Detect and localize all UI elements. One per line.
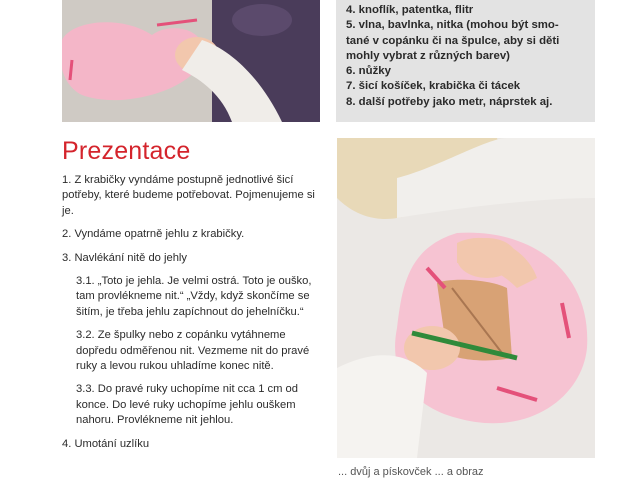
steps: [62, 173, 320, 460]
materials-item: tané v copánku či na špulce, aby si děti: [346, 34, 560, 47]
photo-caption: ... dvůj a pískovček ... a obraz: [338, 466, 484, 478]
photo-bottom: [337, 138, 595, 458]
photo-top: [62, 0, 320, 122]
materials-item: 6. nůžky: [346, 65, 391, 78]
step-1: 1. Z krabičky vyndáme postupně jednotlivé šicí potřeby, které budeme potřebovat. Pojmenujeme si je.: [62, 174, 315, 217]
materials-item: 5. vlna, bavlnka, nitka (mohou být smo-: [346, 19, 559, 32]
materials-item: 7. šicí košíček, krabička či tácek: [346, 80, 521, 93]
step-3-2: 3.2. Ze špulky nebo z copánku vytáhneme dopředu odměřenou nit. Vezmeme nit do pravé ruky a levou rukou uhladíme konec nitě.: [76, 329, 310, 373]
step-4: 4. Umotání uzlíku: [62, 437, 150, 450]
materials-list: [336, 0, 595, 110]
step-3-1: 3.1. „Toto je jehla. Je velmi ostrá. Toto je ouško, tam provlékneme nit.“ „Vždy, když skončíme se šitím, je třeba jehlu zapíchnout do jehelníčku.“: [76, 275, 312, 318]
materials-item: 4. knoflík, patentka, flitr: [346, 4, 474, 16]
materials-item: 8. další potřeby jako metr, náprstek aj.: [346, 95, 553, 108]
step-2: 2. Vyndáme opatrně jehlu z krabičky.: [62, 228, 245, 241]
materials-box: [336, 0, 595, 122]
step-3-3: 3.3. Do pravé ruky uchopíme nit cca 1 cm od konce. Do levé ruky uchopíme jehlu ouškem nahoru. Provlékneme nit jehlou.: [76, 383, 298, 427]
section-title: Prezentace: [62, 137, 191, 165]
step-3: 3. Navlékání nitě do jehly: [62, 251, 188, 264]
materials-item: mohly vybrat z různých barev): [346, 49, 510, 62]
